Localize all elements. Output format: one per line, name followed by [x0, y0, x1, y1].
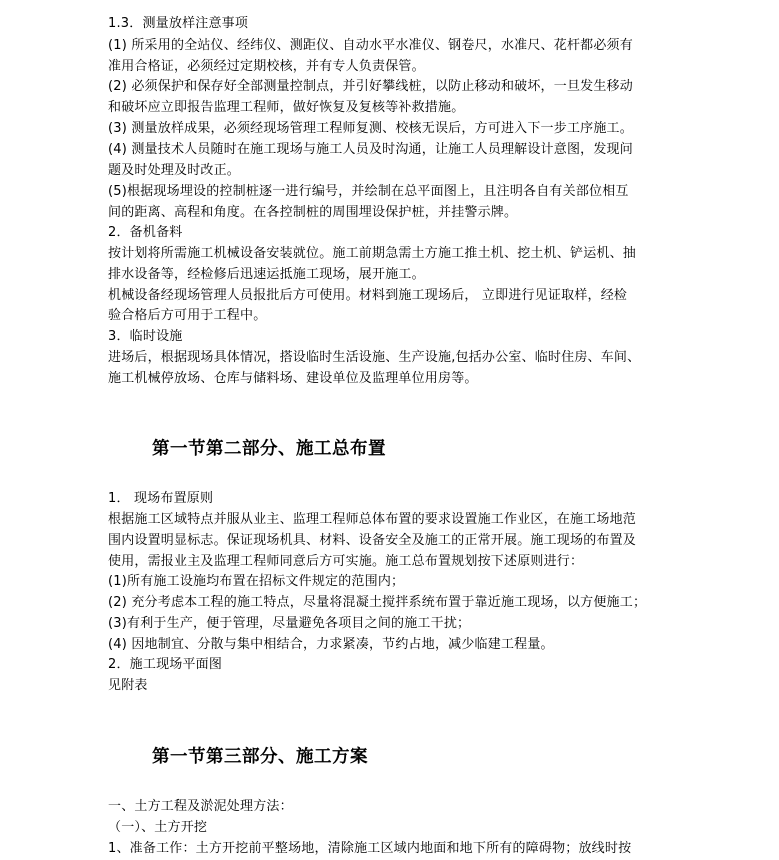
paragraph-line: 见附表 [108, 678, 148, 693]
paragraph-line: (4) 测量技术人员随时在施工现场与施工人员及时沟通，让施工人员理解设计意图，发现问 [108, 142, 633, 157]
subheading-earthwork: 一、土方工程及淤泥处理方法： [108, 799, 293, 814]
paragraph-line: 间的距离、高程和角度。在各控制桩的周围埋设保护桩，并挂警示牌。 [108, 205, 518, 220]
paragraph-line: 使用，需报业主及监理工程师同意后方可实施。施工总布置规划按下述原则进行： [108, 554, 584, 569]
section-heading-general-layout: 第一节第二部分、施工总布置 [152, 439, 386, 459]
subheading-site-plan: 2．施工现场平面图 [108, 657, 223, 672]
paragraph-line: 根据施工区域特点并服从业主、监理工程师总体布置的要求设置施工作业区，在施工场地范 [108, 512, 637, 527]
paragraph-line: 围内设置明显标志。保证现场机具、材料、设备安全及施工的正常开展。施工现场的布置及 [108, 533, 637, 548]
paragraph-line: (3)有利于生产，便于管理，尽量避免各项目之间的施工干扰； [108, 616, 471, 631]
subheading-temporary-facilities: 3．临时设施 [108, 329, 183, 344]
paragraph-line: 机械设备经现场管理人员报批后方可使用。材料到施工现场后， 立即进行见证取样，经检 [108, 288, 628, 303]
paragraph-line: 验合格后方可用于工程中。 [108, 308, 267, 323]
section-heading-construction-plan: 第一节第三部分、施工方案 [152, 747, 368, 767]
paragraph-line: 和破坏应立即报告监理工程师，做好恢复及复核等补救措施。 [108, 100, 465, 115]
paragraph-line: 1、准备工作：土方开挖前平整场地，清除施工区域内地面和地下所有的障碍物；放线时按 [108, 841, 632, 856]
paragraph-line: (3) 测量放样成果，必须经现场管理工程师复测、校核无误后，方可进入下一步工序施工。 [108, 121, 633, 136]
paragraph-line: 按计划将所需施工机械设备安装就位。施工前期急需土方施工推土机、挖土机、铲运机、抽 [108, 246, 637, 261]
paragraph-line: (4) 因地制宜、分散与集中相结合，力求紧凑，节约占地，减少临建工程量。 [108, 637, 554, 652]
subheading-measurement-notes: 1.3．测量放样注意事项 [108, 16, 249, 31]
paragraph-line: 进场后，根据现场具体情况，搭设临时生活设施、生产设施,包括办公室、临时住房、车间、 [108, 350, 641, 365]
subheading-excavation: （一）、土方开挖 [108, 820, 208, 835]
paragraph-line: 题及时处理及时改正。 [108, 163, 241, 178]
paragraph-line: 施工机械停放场、仓库与储料场、建设单位及监理单位用房等。 [108, 371, 478, 386]
paragraph-line: 排水设备等，经检修后迅速运抵施工现场，展开施工。 [108, 267, 425, 282]
subheading-equipment: 2．备机备料 [108, 225, 183, 240]
paragraph-line: (1)所有施工设施均布置在招标文件规定的范围内； [108, 574, 405, 589]
paragraph-line: (1) 所采用的全站仪、经纬仪、测距仪、自动水平水准仪、钢卷尺，水准尺、花杆都必须有 [108, 38, 633, 53]
paragraph-line: (2) 必须保护和保存好全部测量控制点，并引好攀线桩，以防止移动和破坏，一旦发生移动 [108, 79, 633, 94]
paragraph-line: (5)根据现场埋设的控制桩逐一进行编号，并绘制在总平面图上，且注明各自有关部位相互 [108, 184, 629, 199]
subheading-layout-principles: 1． 现场布置原则 [108, 491, 214, 506]
paragraph-line: 准用合格证，必须经过定期校核，并有专人负责保管。 [108, 59, 425, 74]
paragraph-line: (2) 充分考虑本工程的施工特点，尽量将混凝土搅拌系统布置于靠近施工现场，以方便施工； [108, 595, 647, 610]
